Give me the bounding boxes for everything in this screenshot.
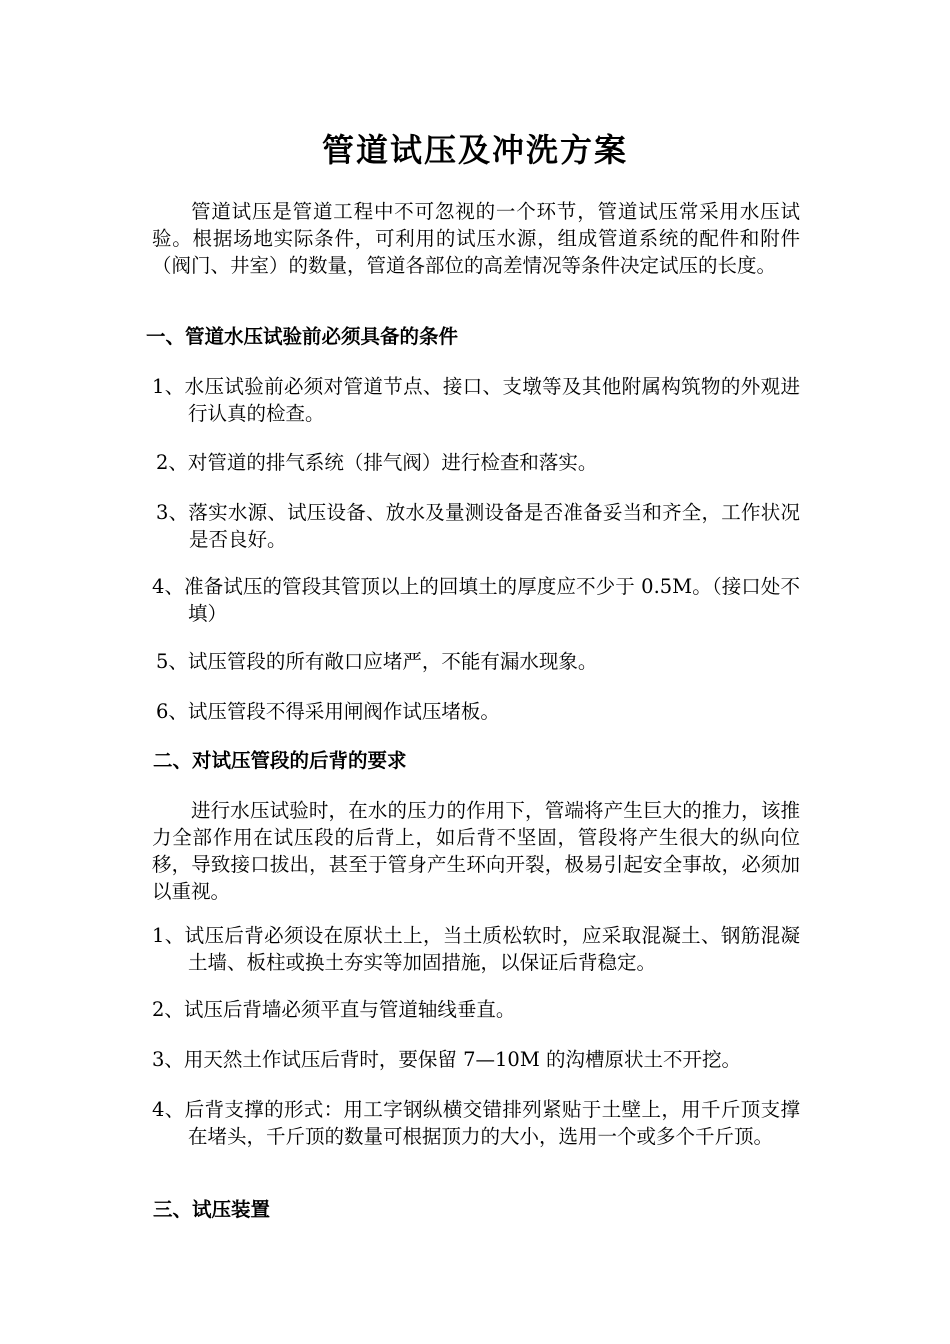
section-3-heading: 三、试压装置	[153, 1198, 271, 1221]
section-2-item-3: 3、用天然土作试压后背时，要保留 7—10M 的沟槽原状土不开挖。	[152, 1048, 741, 1071]
section-2-intro: 进行水压试验时，在水的压力的作用下，管端将产生巨大的推力，该推力全部作用在试压段的后背上，如后背不坚固，管段将产生很大的纵向位移，导致接口拔出，甚至于管身产生环向开裂，极易引起安全事故，必须加以重视。	[152, 799, 800, 903]
document-title: 管道试压及冲洗方案	[321, 131, 628, 169]
section-1-item-3: 3、落实水源、试压设备、放水及量测设备是否准备妥当和齐全，工作状况是否良好。	[156, 501, 800, 551]
section-1-item-4: 4、准备试压的管段其管顶以上的回填土的厚度应不少于 0.5M。（接口处不填）	[152, 575, 800, 625]
section-1-item-1: 1、水压试验前必须对管道节点、接口、支墩等及其他附属构筑物的外观进行认真的检查。	[152, 375, 800, 425]
section-1-heading: 一、管道水压试验前必须具备的条件	[146, 325, 459, 348]
section-2-item-4: 4、后背支撑的形式：用工字钢纵横交错排列紧贴于土壁上，用千斤顶支撑在堵头，千斤顶的数量可根据顶力的大小，选用一个或多个千斤顶。	[152, 1098, 800, 1148]
section-1-item-6: 6、试压管段不得采用闸阀作试压堵板。	[156, 700, 500, 723]
section-2-item-1: 1、试压后背必须设在原状土上，当土质松软时，应采取混凝土、钢筋混凝土墙、板柱或换土夯实等加固措施，以保证后背稳定。	[152, 924, 800, 974]
section-2-item-2: 2、试压后背墙必须平直与管道轴线垂直。	[152, 998, 516, 1021]
section-1-item-2: 2、对管道的排气系统（排气阀）进行检查和落实。	[156, 451, 598, 474]
intro-paragraph: 管道试压是管道工程中不可忽视的一个环节，管道试压常采用水压试验。根据场地实际条件，可利用的试压水源，组成管道系统的配件和附件（阀门、井室）的数量，管道各部位的高差情况等条件决定试压的长度。	[152, 200, 800, 277]
section-2-heading: 二、对试压管段的后背的要求	[153, 749, 407, 772]
section-1-item-5: 5、试压管段的所有敞口应堵严，不能有漏水现象。	[156, 650, 598, 673]
